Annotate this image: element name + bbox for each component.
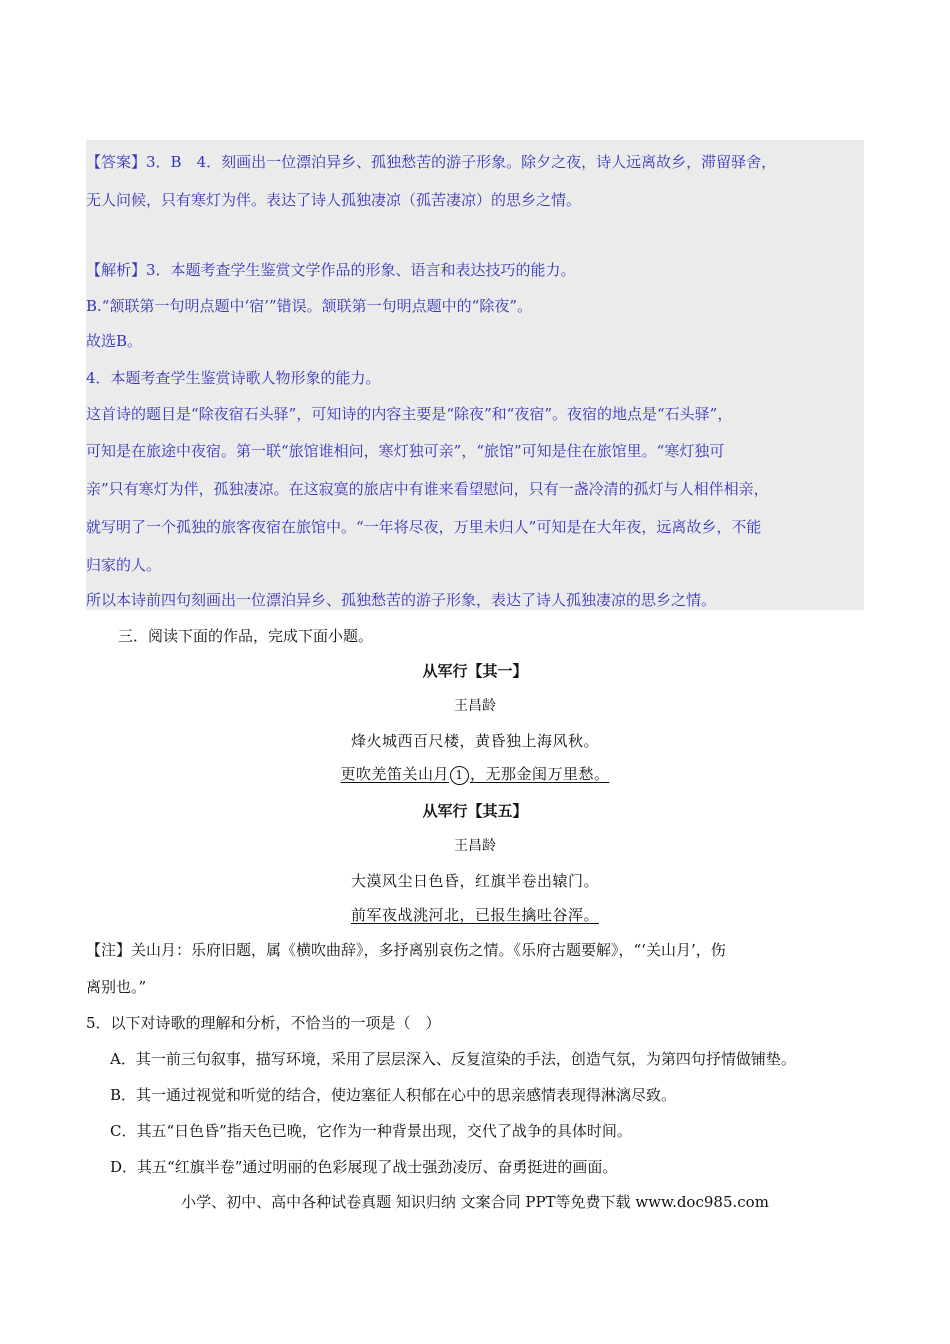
answer-line-1: 【答案】3．B 4．刻画出一位漂泊异乡、孤独愁苦的游子形象。除夕之夜，诗人远离故乡，滞留驿舍， [86, 153, 777, 171]
poem2-title: 从军行【其五】 [422, 802, 528, 820]
answer-line-2: 无人问候，只有寒灯为伴。表达了诗人孤独凄凉（孤苦凄凉）的思乡之情。 [86, 191, 582, 209]
analysis-line-4: 4．本题考查学生鉴赏诗歌人物形象的能力。 [86, 369, 381, 387]
analysis-line-7: 亲”只有寒灯为伴，孤独凄凉。在这寂寞的旅店中有谁来看望慰问，只有一盏冷清的孤灯与人相伴相亲， [86, 480, 769, 498]
option-b: B．其一通过视觉和听觉的结合，使边塞征人积郁在心中的思亲感情表现得淋漓尽致。 [110, 1086, 677, 1104]
poem1-verse-2 [0, 764, 950, 785]
option-c: C．其五“日色昏”指天色已晚，它作为一种背景出现，交代了战争的具体时间。 [110, 1122, 632, 1140]
poem1-verse-2-text-a: 更吹羌笛关山月 [340, 765, 449, 783]
poem2-verse-1: 大漠风尘日色昏，红旗半卷出辕门。 [350, 872, 599, 890]
analysis-line-2: B.“颔联第一句明点题中‘宿’”错误。颔联第一句明点题中的“除夜”。 [86, 297, 533, 315]
section-heading: 三．阅读下面的作品，完成下面小题。 [118, 627, 374, 645]
analysis-line-10: 所以本诗前四句刻画出一位漂泊异乡、孤独愁苦的游子形象，表达了诗人孤独凄凉的思乡之情。 [86, 591, 717, 609]
analysis-line-8: 就写明了一个孤独的旅客夜宿在旅馆中。“一年将尽夜，万里未归人”可知是在大年夜，远离故乡，不能 [86, 518, 762, 536]
footnote-marker: 1 [450, 766, 469, 785]
note-line-2: 离别也。” [86, 978, 147, 996]
poem1-author: 王昌龄 [454, 698, 496, 714]
poem1-title: 从军行【其一】 [422, 662, 528, 680]
poem1-verse-1: 烽火城西百尺楼，黄昏独上海风秋。 [350, 732, 599, 750]
question-stem: 5．以下对诗歌的理解和分析，不恰当的一项是（ ） [86, 1014, 441, 1032]
analysis-line-9: 归家的人。 [86, 556, 162, 574]
analysis-line-6: 可知是在旅途中夜宿。第一联“旅馆谁相问，寒灯独可亲”，“旅馆”可知是住在旅馆里。“寒灯独可 [86, 442, 725, 460]
poem1-verse-2-text-b: ，无那金闺万里愁。 [470, 765, 610, 783]
option-d: D．其五“红旗半卷”通过明丽的色彩展现了战士强劲凌厉、奋勇挺进的画面。 [110, 1158, 618, 1176]
option-a: A．其一前三句叙事，描写环境，采用了层层深入、反复渲染的手法，创造气氛，为第四句抒情做铺垫。 [110, 1050, 796, 1068]
poem2-verse-2: 前军夜战洮河北，已报生擒吐谷浑。 [350, 906, 599, 924]
analysis-line-1: 【解析】3．本题考查学生鉴赏文学作品的形象、语言和表达技巧的能力。 [86, 261, 576, 279]
poem2-author: 王昌龄 [454, 838, 496, 854]
page-footer: 小学、初中、高中各种试卷真题 知识归纳 文案合同 PPT等免费下载 www.doc985.com [181, 1193, 769, 1211]
note-line-1: 【注】关山月：乐府旧题，属《横吹曲辞》，多抒离别哀伤之情。《乐府古题要解》，“‘关山月’，伤 [86, 941, 726, 959]
analysis-line-3: 故选B。 [86, 332, 143, 350]
analysis-line-5: 这首诗的题目是“除夜宿石头驿”，可知诗的内容主要是“除夜”和“夜宿”。夜宿的地点是“石头驿”， [86, 405, 733, 423]
